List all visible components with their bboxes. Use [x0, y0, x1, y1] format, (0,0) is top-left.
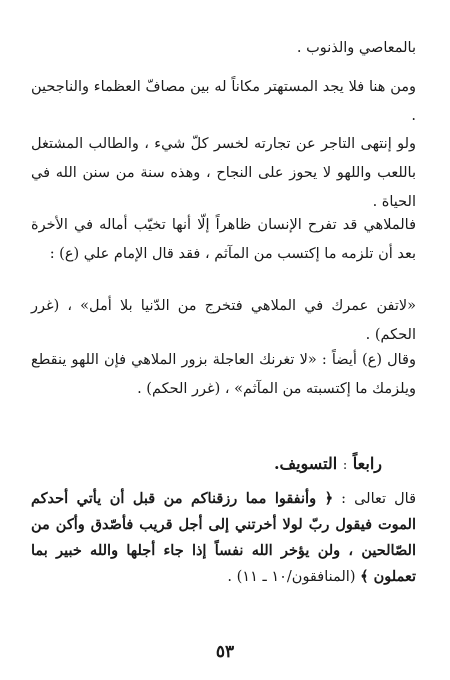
section-heading — [274, 451, 382, 479]
paragraph-6-quote: وقال (ع) أيضاً : «لا تغرنك العاجلة بزور الملاهي فإن اللهو ينقطع ويلزمك ما إكتسبته من المآثم» ، (غرر الحكم) . — [31, 352, 416, 397]
paragraph-1: بالمعاصي والذنوب . — [296, 40, 416, 56]
paragraph-3: ولو إنتهى التاجر عن تجارته لخسر كلّ شيء ، والطالب المشتغل باللعب واللهو لا يحوز على النجاح ، وهذه سنة من سنن الله في الحياة . — [31, 136, 416, 210]
quran-quote-paragraph — [31, 486, 416, 590]
heading-title: رابعاً — [352, 454, 382, 473]
heading-separator: : — [342, 458, 348, 473]
page-number: ٥٣ — [215, 642, 235, 662]
quote-text: ﴿ وأنفقوا مما رزقناكم من قبل أن يأتي أحدكم الموت فيقول ربّ لولا أخرتني إلى أجل قريب فأصّدق وأكن من الصّالحين ، ولن يؤخر الله نفساً إذا جاء أجلها والله خبير بما تعملون ﴾ — [31, 490, 416, 585]
paragraph-4: فالملاهي قد تفرح الإنسان ظاهراً إلّا أنها تخيّب أماله في الأخرة بعد أن تلزمه ما إكتسب من المآثم ، فقد قال الإمام علي (ع) : — [31, 217, 416, 262]
paragraph-5-quote: «لاتفن عمرك في الملاهي فتخرج من الدّنيا بلا أمل» ، (غرر الحكم) . — [31, 298, 416, 343]
paragraph-2: ومن هنا فلا يجد المستهتر مكاناً له بين مصافّ العظماء والناجحين . — [31, 79, 416, 124]
quote-reference: (المنافقون/١٠ ـ ١١) . — [227, 569, 356, 585]
heading-subject: التسويف. — [273, 454, 338, 473]
quote-intro: قال تعالى : — [341, 491, 416, 507]
